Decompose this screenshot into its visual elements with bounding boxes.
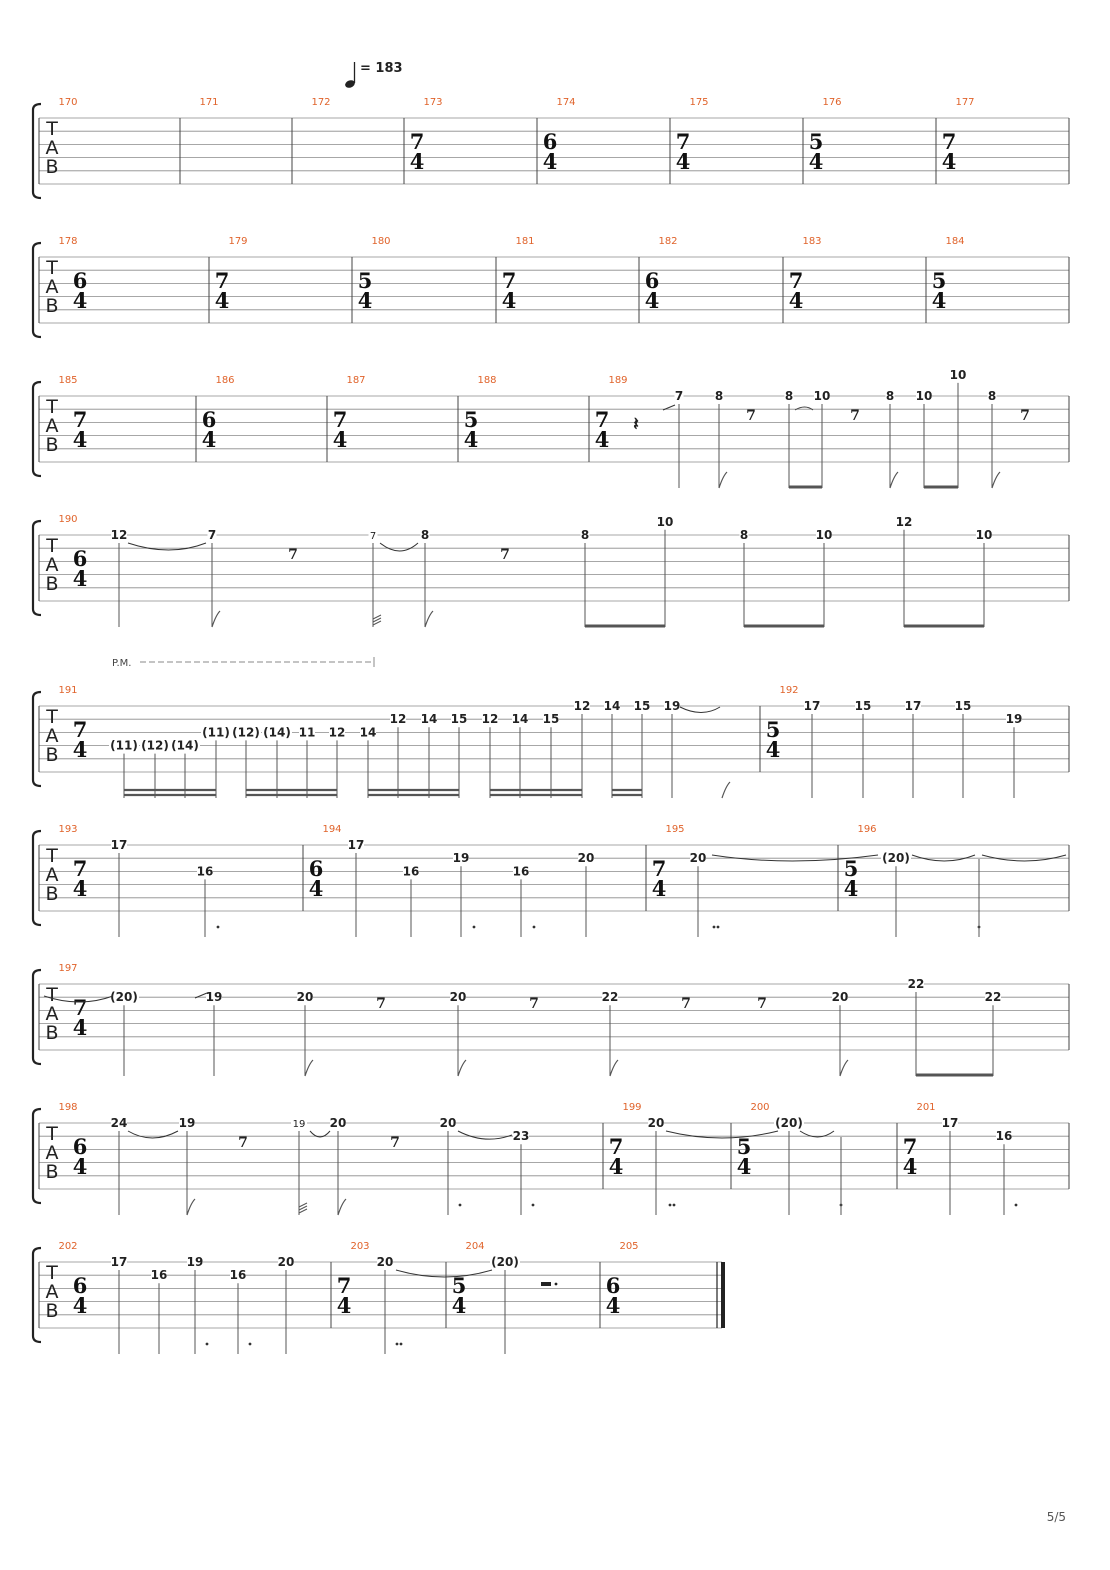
fret-number: 14: [420, 712, 438, 727]
fret-number: 24: [110, 1116, 128, 1130]
fret-number: 16: [196, 864, 214, 879]
fret-number: 8: [580, 528, 590, 542]
fret-number: 16: [150, 1268, 168, 1283]
time-signature-bottom: 4: [214, 288, 230, 313]
tie: [396, 1270, 492, 1277]
measure-number: 188: [477, 375, 497, 386]
fret-number: 11: [298, 725, 316, 740]
time-signature-top: 5: [843, 856, 859, 881]
tab-system: [0, 658, 1110, 806]
fret-number: 19: [663, 699, 681, 713]
tab-system-svg: [0, 944, 1110, 1084]
duration-dot: [717, 926, 720, 929]
fret-number: 14: [603, 699, 621, 713]
tab-system: [0, 944, 1110, 1084]
eighth-rest: 7: [681, 996, 691, 1012]
duration-dot: [396, 1343, 399, 1346]
fret-number: 15: [633, 699, 651, 713]
time-signature-bottom: 4: [72, 1015, 88, 1040]
fret-number: 17: [110, 1255, 128, 1269]
tab-clef-letter: T: [46, 1123, 58, 1145]
measure-number: 195: [665, 824, 685, 835]
tab-clef-letter: A: [45, 864, 59, 886]
time-signature-top: 5: [931, 268, 947, 293]
time-signature-bottom: 4: [72, 566, 88, 591]
tab-system-svg: [0, 356, 1110, 496]
fret-number: 17: [110, 838, 128, 852]
eighth-rest: 7: [376, 996, 386, 1012]
fret-number: 12: [110, 528, 128, 542]
measure-number: 199: [622, 1102, 642, 1113]
fret-number: 14: [359, 725, 377, 740]
fret-number: 12: [328, 725, 346, 740]
fret-number: 23: [512, 1129, 530, 1144]
measure-number: 203: [350, 1241, 370, 1252]
fret-number: 12: [895, 514, 913, 529]
fret-number: 20: [577, 851, 595, 866]
fret-number: 16: [402, 864, 420, 879]
time-signature-bottom: 4: [651, 876, 667, 901]
fret-number: 8: [987, 389, 997, 403]
palm-mute-label: P.M.: [112, 658, 132, 669]
tab-system: [0, 356, 1110, 496]
half-rest: [541, 1282, 551, 1286]
tab-clef-letter: B: [45, 1300, 59, 1322]
time-signature-bottom: 4: [902, 1154, 918, 1179]
time-signature-bottom: 4: [336, 1293, 352, 1318]
fret-number: 17: [904, 699, 922, 713]
time-signature-bottom: 4: [808, 149, 824, 174]
tab-clef-letter: T: [46, 257, 58, 279]
measure-number: 175: [689, 97, 709, 108]
tab-clef-letter: B: [45, 744, 59, 766]
fret-number: 12: [573, 699, 591, 713]
eighth-rest: 7: [757, 996, 767, 1012]
time-signature-top: 7: [675, 129, 691, 154]
fret-number: 10: [975, 528, 993, 542]
fret-number: 10: [656, 514, 674, 529]
measure-number: 172: [311, 97, 331, 108]
measure-number: 204: [465, 1241, 485, 1252]
fret-number: 19: [452, 851, 470, 866]
measure-number: 201: [916, 1102, 936, 1113]
measure-number: 185: [58, 375, 78, 386]
fret-number: 15: [854, 699, 872, 713]
time-signature-top: 6: [644, 268, 660, 293]
tab-clef-letter: A: [45, 137, 59, 159]
duration-dot: [1015, 1204, 1018, 1207]
measure-number: 176: [822, 97, 842, 108]
time-signature-top: 7: [214, 268, 230, 293]
fret-number: (12): [141, 738, 169, 753]
time-signature-top: 7: [651, 856, 667, 881]
fret-number: (20): [775, 1116, 803, 1130]
duration-dot: [459, 1204, 462, 1207]
eighth-flag: [890, 472, 898, 488]
time-signature-bottom: 4: [357, 288, 373, 313]
time-signature-top: 6: [72, 546, 88, 571]
slide-slur: [128, 543, 206, 550]
time-signature-bottom: 4: [765, 737, 781, 762]
time-signature-top: 7: [501, 268, 517, 293]
eighth-rest: 7: [850, 408, 860, 424]
measure-number: 186: [215, 375, 235, 386]
fret-number: 22: [601, 990, 619, 1005]
fret-number: 8: [784, 389, 794, 403]
eighth-flag: [338, 1199, 346, 1215]
fret-number: 19: [186, 1255, 204, 1269]
eighth-rest: 7: [1020, 408, 1030, 424]
tab-clef-letter: T: [46, 984, 58, 1006]
time-signature-bottom: 4: [788, 288, 804, 313]
time-signature-top: 7: [902, 1134, 918, 1159]
fret-number: 8: [885, 389, 895, 403]
page-indicator: 5/5: [1046, 1510, 1066, 1524]
measure-number: 187: [346, 375, 366, 386]
fret-number: 10: [813, 389, 831, 403]
time-signature-top: 5: [451, 1273, 467, 1298]
time-signature-top: 7: [72, 995, 88, 1020]
tab-system: [0, 805, 1110, 945]
measure-number: 202: [58, 1241, 78, 1252]
measure-number: 184: [945, 236, 965, 247]
measure-number: 196: [857, 824, 877, 835]
eighth-flag: [610, 1060, 618, 1076]
fret-number: (11): [202, 725, 230, 740]
time-signature-top: 6: [72, 268, 88, 293]
time-signature-top: 7: [72, 856, 88, 881]
time-signature-bottom: 4: [675, 149, 691, 174]
tab-system-svg: [0, 658, 1110, 806]
measure-number: 183: [802, 236, 822, 247]
fret-number: 19: [1005, 712, 1023, 727]
eighth-flag: [305, 1060, 313, 1076]
fret-number: 16: [512, 864, 530, 879]
measure-number: 181: [515, 236, 535, 247]
tab-clef-letter: B: [45, 295, 59, 317]
duration-dot: [673, 1204, 676, 1207]
time-signature-bottom: 4: [451, 1293, 467, 1318]
time-signature-top: 7: [608, 1134, 624, 1159]
tempo-value: = 183: [360, 61, 403, 76]
measure-number: 180: [371, 236, 391, 247]
tab-clef-letter: B: [45, 434, 59, 456]
fret-number: 20: [439, 1116, 457, 1130]
time-signature-top: 5: [463, 407, 479, 432]
time-signature-bottom: 4: [594, 427, 610, 452]
fret-number: (11): [110, 738, 138, 753]
time-signature-top: 6: [201, 407, 217, 432]
fret-number: 15: [450, 712, 468, 727]
eighth-rest: 7: [746, 408, 756, 424]
fret-number: 12: [389, 712, 407, 727]
fret-number: 10: [915, 389, 933, 403]
time-signature-bottom: 4: [72, 876, 88, 901]
eighth-flag: [840, 1060, 848, 1076]
time-signature-bottom: 4: [72, 1293, 88, 1318]
fret-number: (20): [491, 1255, 519, 1269]
fret-number: 22: [984, 990, 1002, 1005]
tab-system-svg: [0, 78, 1110, 218]
tab-clef-letter: A: [45, 415, 59, 437]
tab-system: [0, 495, 1110, 635]
duration-dot: [473, 926, 476, 929]
eighth-flag: [187, 1199, 195, 1215]
tab-clef-letter: A: [45, 725, 59, 747]
eighth-flag: [212, 611, 220, 627]
tab-clef-letter: T: [46, 1262, 58, 1284]
time-signature-bottom: 4: [605, 1293, 621, 1318]
time-signature-bottom: 4: [501, 288, 517, 313]
duration-dot: [669, 1204, 672, 1207]
slide-slur: [128, 1131, 178, 1138]
measure-number: 200: [750, 1102, 770, 1113]
measure-number: 177: [955, 97, 975, 108]
time-signature-top: 7: [72, 407, 88, 432]
time-signature-bottom: 4: [308, 876, 324, 901]
fret-number: 19: [178, 1116, 196, 1130]
time-signature-bottom: 4: [736, 1154, 752, 1179]
tab-clef-letter: T: [46, 535, 58, 557]
fret-number: 19: [292, 1119, 306, 1130]
time-signature-top: 6: [542, 129, 558, 154]
tab-system: [0, 1222, 1110, 1362]
time-signature-top: 6: [308, 856, 324, 881]
fret-number: 20: [329, 1116, 347, 1130]
fret-number: 10: [949, 367, 967, 382]
time-signature-bottom: 4: [409, 149, 425, 174]
time-signature-top: 7: [594, 407, 610, 432]
fret-number: 17: [803, 699, 821, 713]
fret-number: 20: [376, 1255, 394, 1269]
tab-clef-letter: B: [45, 883, 59, 905]
fret-number: 16: [995, 1129, 1013, 1144]
measure-number: 198: [58, 1102, 78, 1113]
eighth-flag: [992, 472, 1000, 488]
measure-number: 190: [58, 514, 78, 525]
hammer-slur: [380, 543, 418, 551]
tab-clef-letter: A: [45, 1003, 59, 1025]
duration-dot: [713, 926, 716, 929]
measure-number: 191: [58, 685, 78, 696]
tab-clef-letter: A: [45, 276, 59, 298]
tab-clef-letter: B: [45, 1161, 59, 1183]
fret-number: 15: [954, 699, 972, 713]
time-signature-bottom: 4: [72, 427, 88, 452]
fret-number: 17: [347, 838, 365, 852]
fret-number: 14: [511, 712, 529, 727]
time-signature-bottom: 4: [332, 427, 348, 452]
tie: [680, 707, 720, 713]
time-signature-top: 7: [332, 407, 348, 432]
eighth-rest: 7: [529, 996, 539, 1012]
fret-number: (20): [882, 851, 910, 866]
tab-clef-letter: A: [45, 1281, 59, 1303]
measure-number: 171: [199, 97, 219, 108]
tab-clef-letter: T: [46, 845, 58, 867]
tab-system: [0, 217, 1110, 357]
time-signature-top: 5: [808, 129, 824, 154]
duration-dot: [555, 1283, 558, 1286]
fret-number: 20: [277, 1255, 295, 1269]
measure-number: 179: [228, 236, 248, 247]
measure-number: 205: [619, 1241, 639, 1252]
time-signature-top: 7: [336, 1273, 352, 1298]
measure-number: 173: [423, 97, 443, 108]
measure-number: 170: [58, 97, 78, 108]
eighth-flag: [425, 611, 433, 627]
tab-clef-letter: T: [46, 396, 58, 418]
fret-number: 10: [815, 528, 833, 542]
time-signature-bottom: 4: [72, 737, 88, 762]
tab-system-svg: [0, 495, 1110, 635]
time-signature-bottom: 4: [931, 288, 947, 313]
time-signature-bottom: 4: [843, 876, 859, 901]
fret-number: (14): [263, 725, 291, 740]
fret-number: 22: [907, 977, 925, 991]
eighth-flag: [722, 782, 730, 798]
duration-dot: [532, 1204, 535, 1207]
fret-number: 15: [542, 712, 560, 727]
fret-number: 20: [449, 990, 467, 1005]
time-signature-top: 7: [941, 129, 957, 154]
time-signature-bottom: 4: [463, 427, 479, 452]
tab-system-svg: [0, 805, 1110, 945]
tab-system-svg: [0, 1083, 1110, 1223]
tie: [666, 1131, 778, 1138]
tie: [458, 1131, 512, 1139]
tab-clef-letter: B: [45, 573, 59, 595]
duration-dot: [217, 926, 220, 929]
tab-clef-letter: B: [45, 1022, 59, 1044]
measure-number: 178: [58, 236, 78, 247]
fret-number: 20: [647, 1116, 665, 1130]
tab-clef-letter: A: [45, 554, 59, 576]
time-signature-top: 5: [765, 717, 781, 742]
fret-number: 17: [941, 1116, 959, 1130]
tab-system-svg: [0, 1222, 1110, 1362]
fret-number: (12): [232, 725, 260, 740]
fret-number: 19: [205, 990, 223, 1005]
tab-system-svg: [0, 217, 1110, 357]
duration-dot: [206, 1343, 209, 1346]
measure-number: 193: [58, 824, 78, 835]
fret-number: (14): [171, 738, 199, 753]
fret-number: 8: [739, 528, 749, 542]
time-signature-bottom: 4: [72, 1154, 88, 1179]
quarter-rest: 𝄽: [633, 414, 639, 435]
measure-number: 192: [779, 685, 799, 696]
time-signature-bottom: 4: [72, 288, 88, 313]
tab-system: [0, 78, 1110, 218]
fret-number: 7: [207, 528, 217, 542]
measure-number: 197: [58, 963, 78, 974]
measure-number: 174: [556, 97, 576, 108]
fret-number: 7: [674, 389, 684, 403]
measure-number: 189: [608, 375, 628, 386]
time-signature-bottom: 4: [608, 1154, 624, 1179]
fret-number: 12: [481, 712, 499, 727]
measure-number: 182: [658, 236, 678, 247]
time-signature-top: 6: [72, 1134, 88, 1159]
eighth-flag: [719, 472, 727, 488]
eighth-rest: 7: [288, 547, 298, 563]
time-signature-bottom: 4: [644, 288, 660, 313]
time-signature-top: 7: [72, 717, 88, 742]
time-signature-bottom: 4: [542, 149, 558, 174]
time-signature-top: 7: [788, 268, 804, 293]
fret-number: 16: [229, 1268, 247, 1283]
fret-number: 20: [689, 851, 707, 866]
eighth-flag: [458, 1060, 466, 1076]
fret-number: (20): [110, 990, 138, 1005]
tab-clef-letter: T: [46, 118, 58, 140]
eighth-rest: 7: [390, 1135, 400, 1151]
duration-dot: [400, 1343, 403, 1346]
fret-number: 20: [831, 990, 849, 1005]
eighth-rest: 7: [500, 547, 510, 563]
fret-number: 7: [369, 531, 377, 542]
time-signature-top: 5: [357, 268, 373, 293]
tab-clef-letter: B: [45, 156, 59, 178]
fret-number: 20: [296, 990, 314, 1005]
tab-clef-letter: A: [45, 1142, 59, 1164]
fret-number: 8: [714, 389, 724, 403]
duration-dot: [249, 1343, 252, 1346]
time-signature-top: 6: [605, 1273, 621, 1298]
time-signature-top: 5: [736, 1134, 752, 1159]
measure-number: 194: [322, 824, 342, 835]
tab-clef-letter: T: [46, 706, 58, 728]
eighth-rest: 7: [238, 1135, 248, 1151]
time-signature-top: 6: [72, 1273, 88, 1298]
time-signature-bottom: 4: [941, 149, 957, 174]
fret-number: 8: [420, 528, 430, 542]
duration-dot: [533, 926, 536, 929]
time-signature-top: 7: [409, 129, 425, 154]
time-signature-bottom: 4: [201, 427, 217, 452]
tab-system: [0, 1083, 1110, 1223]
